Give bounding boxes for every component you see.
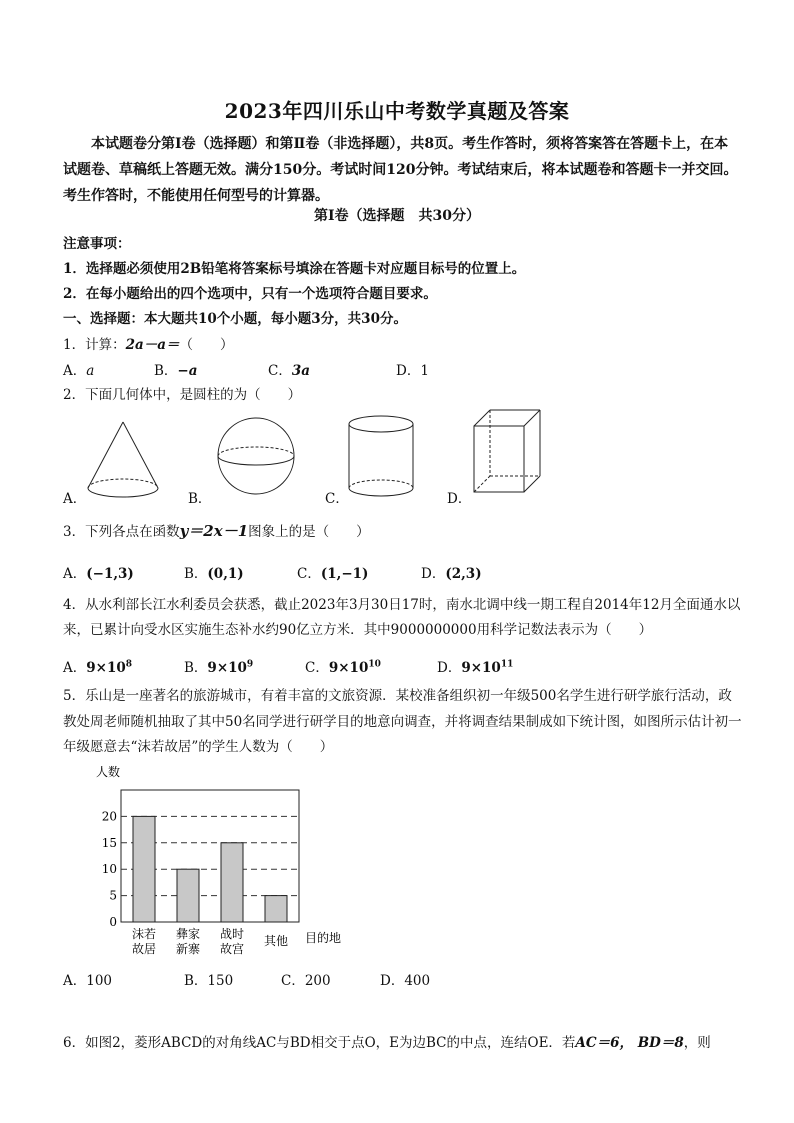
question-3-option-a: A．(−1,3) — [63, 566, 134, 582]
intro-paragraph: 本试题卷分第Ⅰ卷（选择题）和第Ⅱ卷（非选择题），共8页。考生作答时，须将答案答在答题卡上，在本试题卷、草稿纸上答题无效。满分150分。考试时间120分钟。考试结束后，将本试题卷和答题卡一并交回。考生作答时，不能使用任何型号的计算器。 — [63, 136, 738, 204]
question-1-option-b: B．−a — [154, 363, 198, 379]
question-3-option-d: D．(2,3) — [421, 566, 482, 582]
question-4-option-a: A．$9\times 10^8$ — [63, 659, 133, 676]
chart-x-label: 目的地 — [305, 931, 342, 945]
chart-category-label: 彝家 — [175, 927, 201, 941]
note-item: 2．在每小题给出的四个选项中，只有一个选项符合题目要求。 — [63, 286, 437, 302]
question-4-option-c: C．$9\times 10^{10}$ — [305, 659, 381, 676]
question-5-option-c: C．200 — [281, 973, 331, 989]
chart-y-tick-label: 0 — [109, 915, 117, 929]
bar-chart — [80, 762, 370, 962]
cuboid-figure — [470, 406, 544, 496]
chart-category-label: 战时 — [219, 927, 245, 941]
question-6-stem: 6．如图2，菱形ABCD的对角线AC与BD相交于点O，E为边BC的中点，连结OE．若AC＝6， BD＝8，则 — [63, 1035, 711, 1051]
question-5-option-d: D．400 — [380, 973, 431, 989]
chart-y-tick-label: 10 — [101, 862, 117, 877]
question-4-option-d: D．$9\times 10^{11}$ — [437, 659, 514, 676]
question-2-stem: 2．下面几何体中，是圆柱的为（ ） — [63, 387, 302, 403]
question-5-option-b: B．150 — [184, 973, 234, 989]
chart-category-label: 其他 — [263, 934, 289, 948]
question-2-option-d: D． — [447, 491, 472, 507]
chart-bar — [133, 816, 155, 922]
question-4-option-b: B．$9\times 10^9$ — [184, 659, 254, 676]
cone-figure — [82, 418, 164, 502]
question-1-option-c: C．3a — [268, 363, 310, 379]
chart-bar — [221, 843, 243, 922]
chart-y-label: 人数 — [96, 765, 121, 779]
note-item: 1．选择题必须使用2B铅笔将答案标号填涂在答题卡对应题目标号的位置上。 — [63, 261, 526, 277]
chart-bar — [177, 869, 199, 922]
chart-y-tick-label: 20 — [101, 809, 117, 824]
question-5-stem: 5．乐山是一座著名的旅游城市，有着丰富的文旅资源．某校准备组织初一年级500名学生进行研学旅行活动，政教处周老师随机抽取了其中50名同学进行研学目的地意向调查，并将调查结果制成如下统计图，如图所示估计初一年级愿意去“沫若故居”的学生人数为（ ） — [63, 688, 742, 755]
question-3-option-b: B．(0,1) — [184, 566, 244, 582]
question-5-option-a: A．100 — [63, 973, 113, 989]
question-4-stem: 4．从水利部长江水利委员会获悉，截止2023年3月30日17时，南水北调中线一期工程自2014年12月全面通水以来，已累计向受水区实施生态补水约90亿立方米．其中9000000000用科学记数法表示为（ ） — [63, 597, 741, 638]
chart-bar — [265, 896, 287, 922]
sphere-figure — [214, 410, 298, 502]
question-2-option-b: B． — [188, 491, 212, 507]
chart-category-label: 新寨 — [175, 942, 201, 956]
question-2-option-c: C． — [325, 491, 349, 507]
cylinder-figure — [344, 412, 418, 502]
chart-category-label: 故居 — [131, 942, 157, 956]
chart-category-label: 沫若 — [131, 927, 157, 941]
question-1-option-d: D．1 — [396, 363, 429, 379]
question-1-stem: 1．计算：2a－a＝（ ） — [63, 337, 234, 353]
chart-y-tick-label: 15 — [101, 835, 117, 850]
page-title: 2023年四川乐山中考数学真题及答案 — [224, 99, 570, 123]
question-3-option-c: C．(1,−1) — [297, 566, 369, 582]
question-2-option-a: A． — [63, 491, 87, 507]
section-title: 第Ⅰ卷（选择题 共30分） — [313, 208, 481, 224]
question-3-stem: 3．下列各点在函数y＝2x－1图象上的是（ ） — [63, 522, 370, 540]
chart-y-tick-label: 5 — [109, 888, 117, 903]
question-1-option-a: A．a — [63, 363, 95, 379]
part-heading: 一、选择题：本大题共10个小题，每小题3分，共30分。 — [63, 311, 407, 327]
notes-heading: 注意事项： — [63, 236, 131, 252]
chart-category-label: 故宫 — [219, 942, 245, 956]
